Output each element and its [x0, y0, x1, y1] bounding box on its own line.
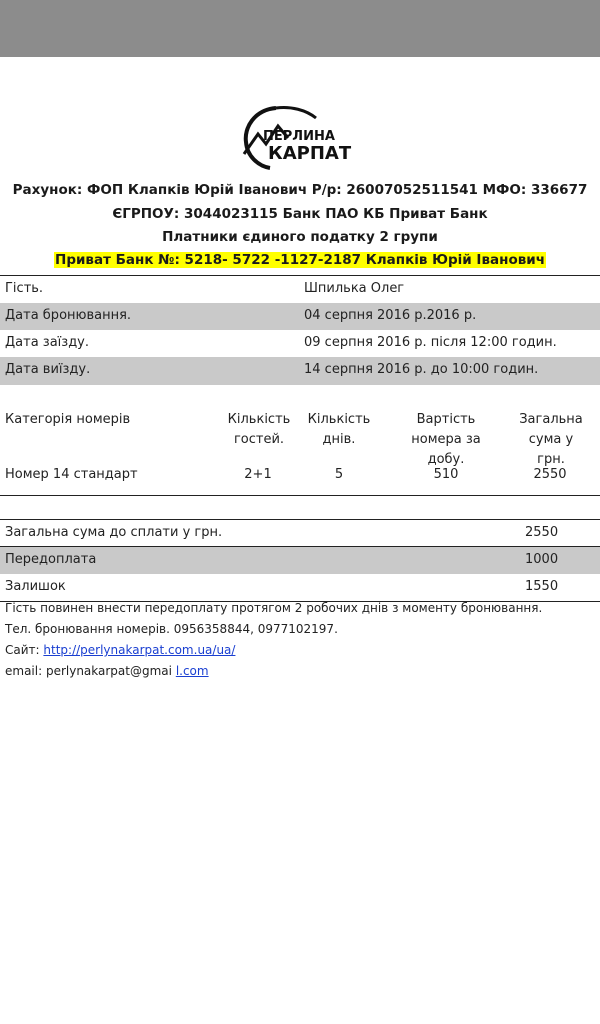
checkin-label: Дата заїзду. — [5, 335, 90, 350]
row-total: 2550 — [533, 467, 567, 482]
site-link[interactable]: http://perlynakarpat.com.ua/ua/ — [43, 643, 236, 657]
email-line — [5, 664, 209, 678]
guest-label: Гість. — [5, 281, 44, 296]
checkout-row — [0, 357, 600, 385]
col-header-total: Загальна сума у грн. — [519, 412, 583, 467]
col-header-price: Вартість номера за добу. — [411, 412, 481, 467]
bank-card-highlight: Приват Банк №: 5218- 5722 -1127-2187 Клапків Юрій Іванович — [55, 252, 545, 268]
logo-line2: КАРПАТ — [268, 143, 352, 164]
booking-label: Дата бронювання. — [5, 308, 132, 323]
email-prefix: email: perlynakarpat@gmai — [5, 664, 172, 678]
logo — [236, 104, 358, 174]
sum-value: 2550 — [525, 525, 559, 540]
col-header-category: Категорія номерів — [5, 412, 131, 427]
prepay-row — [0, 547, 600, 574]
top-bar — [0, 0, 600, 57]
rest-row — [0, 574, 600, 601]
checkout-label: Дата виїзду. — [5, 362, 91, 377]
header-line4 — [0, 252, 600, 268]
header-line1: Рахунок: ФОП Клапків Юрій Іванович Р/р: 26007052511541 МФО: 336677 — [12, 182, 588, 198]
col-header-days: Кількість днів. — [307, 412, 371, 447]
booking-row — [0, 303, 600, 330]
row-price: 510 — [433, 467, 459, 482]
checkout-value: 14 серпня 2016 р. до 10:00 годин. — [304, 362, 539, 377]
booking-value: 04 серпня 2016 р.2016 р. — [304, 308, 477, 323]
sum-label: Загальна сума до сплати у грн. — [5, 525, 223, 540]
phones-note: Тел. бронювання номерів. 0956358844, 0977102197. — [5, 622, 338, 636]
mountain-logo-icon — [236, 104, 358, 174]
rest-label: Залишок — [5, 579, 66, 594]
site-label: Сайт: — [5, 643, 44, 657]
email-link[interactable]: l.com — [175, 664, 209, 678]
checkin-value: 09 серпня 2016 р. після 12:00 годин. — [304, 335, 557, 350]
logo-line1: ПЕРЛИНА — [263, 129, 335, 144]
row-category: Номер 14 стандарт — [5, 467, 138, 482]
prepay-value: 1000 — [525, 552, 559, 567]
row-days: 5 — [334, 467, 344, 482]
checkin-row — [0, 330, 600, 357]
rest-value: 1550 — [525, 579, 559, 594]
guest-value: Шпилька Олег — [304, 281, 405, 296]
row-guests: 2+1 — [244, 467, 272, 482]
divider — [0, 495, 600, 496]
sum-row — [0, 520, 600, 547]
col-header-guests: Кількість гостей. — [227, 412, 291, 447]
prepayment-note: Гість повинен внести передоплату протягом 2 робочих днів з моменту бронювання. — [5, 601, 543, 615]
guest-row — [0, 276, 600, 303]
prepay-label: Передоплата — [5, 552, 97, 567]
site-line — [5, 643, 235, 657]
header-line2: ЄГРПОУ: 3044023115 Банк ПАО КБ Приват Банк — [112, 206, 488, 222]
header-line3: Платники єдиного податку 2 групи — [162, 229, 438, 245]
